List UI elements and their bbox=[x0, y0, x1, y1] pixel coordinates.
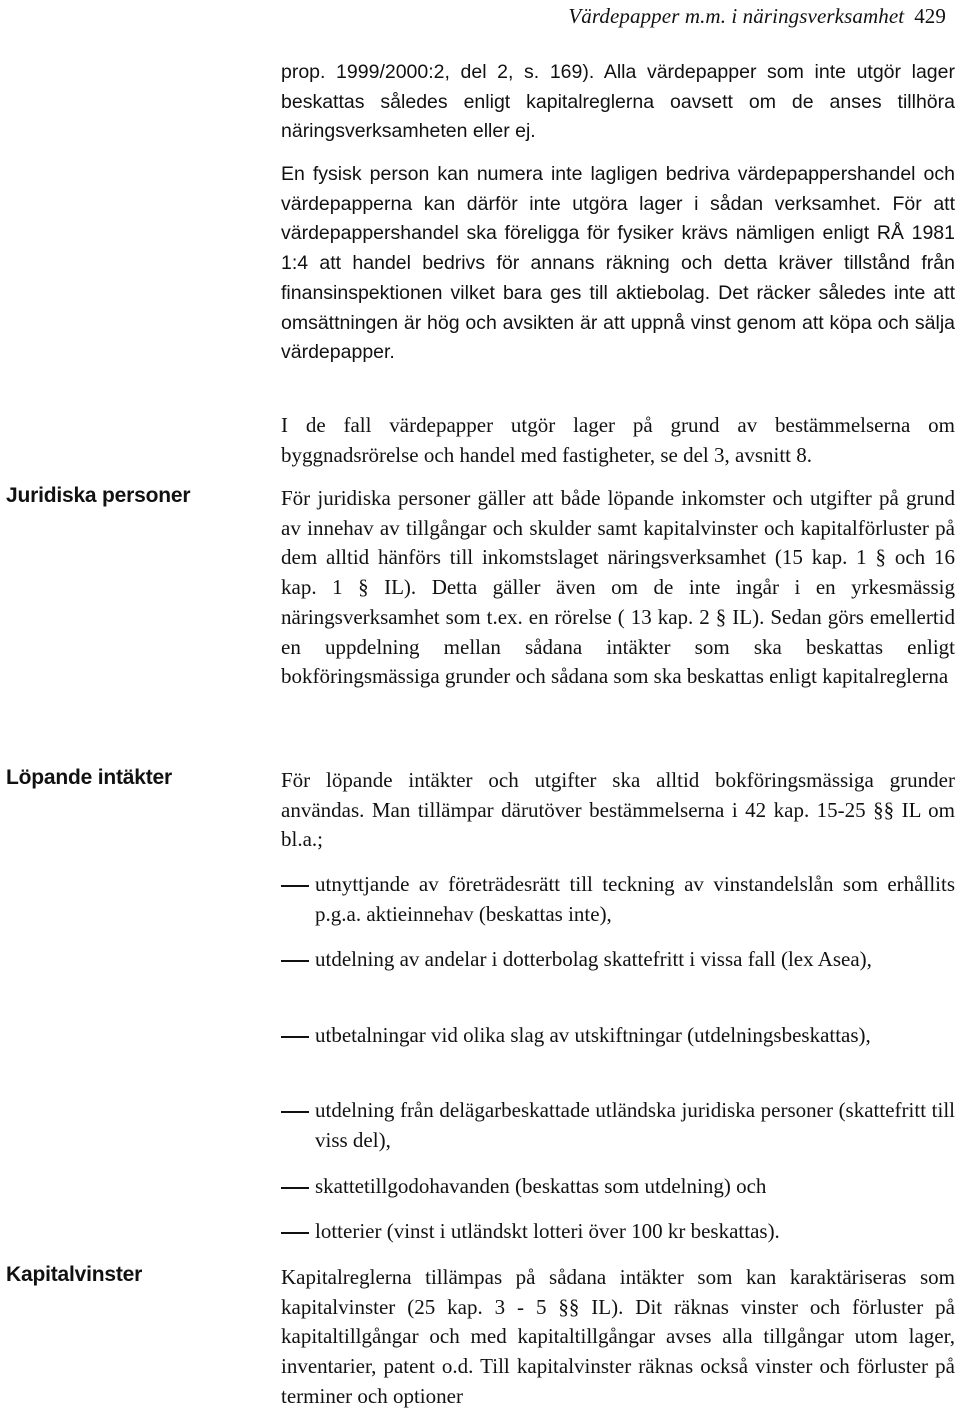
dash-bullet bbox=[281, 1036, 309, 1038]
running-head bbox=[568, 4, 946, 29]
list-item-text: utdelning från delägarbeskattade utländska juridiska personer (skattefritt till viss del), bbox=[315, 1098, 955, 1152]
paragraph-4-container bbox=[281, 484, 955, 692]
list-item-text: utdelning av andelar i dotterbolag skattefritt i vissa fall (lex Asea), bbox=[315, 947, 872, 971]
dash-bullet bbox=[281, 960, 309, 962]
dash-bullet bbox=[281, 1232, 309, 1234]
margin-heading-lopande-intakter: Löpande intäkter bbox=[6, 766, 172, 789]
paragraph: En fysisk person kan numera inte lagligen bedriva värdepappershandel och värdepapperna kan därför inte utgöra lager i sådan verksamhet. För att värdepappershandel ska föreligga för fysiker krävs nämligen enligt RÅ 1981 1:4 att handel bedrivs för annans räkning och detta kräver tillstånd från finansinspektionen vilket bara ges till aktiebolag. Det räcker således inte att omsättningen är hög och avsikten är att uppnå vinst genom att köpa och sälja värdepapper. bbox=[281, 163, 955, 364]
paragraph: För juridiska personer gäller att både löpande inkomster och utgifter på grund av innehav av tillgångar och skulder samt kapitalvinster och kapitalförluster på dem alltid hänförs till inkomstslaget näringsverksamhet (15 kap. 1 § och 16 kap. 1 § IL). Detta gäller även om de inte ingår i en yrkesmässig näringsverksamhet som t.ex. en rörelse ( 13 kap. 2 § IL). Sedan görs emellertid en uppdelning mellan sådana intäkter som ska beskattas enligt bokföringsmässiga grunder och sådana som ska beskattas enligt kapitalreglerna bbox=[281, 486, 955, 689]
paragraph-1-container bbox=[281, 58, 955, 147]
list-item-text: skattetillgodohavanden (beskattas som utdelning) och bbox=[315, 1174, 767, 1198]
paragraph: Kapitalreglerna tillämpas på sådana intäkter som kan karaktäriseras som kapitalvinster (25 kap. 3 - 5 §§ IL). Dit räknas vinster och förluster på kapitaltillgångar och med kapitaltillgångar avses alla tillgångar utom lager, inventarier, patent o.d. Till kapitalvinster räknas också vinster och förluster på terminer och optioner bbox=[281, 1265, 955, 1408]
paragraph-5-container bbox=[281, 766, 955, 855]
running-head-title: Värdepapper m.m. i näringsverksamhet bbox=[568, 4, 905, 28]
list-item bbox=[281, 1217, 955, 1247]
paragraph-3-container bbox=[281, 411, 955, 470]
margin-heading-juridiska-personer: Juridiska personer bbox=[6, 484, 191, 507]
paragraph: prop. 1999/2000:2, del 2, s. 169). Alla värdepapper som inte utgör lager beskattas således enligt kapitalreglerna oavsett om de anses tillhöra näringsverksamheten eller ej. bbox=[281, 61, 955, 143]
paragraph-6-container bbox=[281, 1263, 955, 1412]
list-item-text: utnyttjande av företrädesrätt till teckning av vinstandelslån som erhållits p.g.a. aktieinnehav (beskattas inte), bbox=[315, 872, 955, 926]
list-item bbox=[281, 945, 955, 975]
list-item-text: utbetalningar vid olika slag av utskiftningar (utdelningsbeskattas), bbox=[315, 1023, 871, 1047]
paragraph: För löpande intäkter och utgifter ska alltid bokföringsmässiga grunder användas. Man tillämpar därutöver bestämmelserna i 42 kap. 15-25 §§ IL om bl.a.; bbox=[281, 768, 955, 852]
margin-heading-kapitalvinster: Kapitalvinster bbox=[6, 1263, 143, 1286]
paragraph-2-container bbox=[281, 160, 955, 368]
dash-bullet bbox=[281, 1111, 309, 1113]
list-item bbox=[281, 1096, 955, 1155]
dash-bullet bbox=[281, 885, 309, 887]
list-item bbox=[281, 1172, 955, 1202]
dash-bullet bbox=[281, 1187, 309, 1189]
list-item-text: lotterier (vinst i utländskt lotteri över 100 kr beskattas). bbox=[315, 1219, 780, 1243]
page-number: 429 bbox=[914, 4, 946, 28]
paragraph: I de fall värdepapper utgör lager på grund av bestämmelserna om byggnadsrörelse och handel med fastigheter, se del 3, avsnitt 8. bbox=[281, 413, 955, 467]
list-item bbox=[281, 1021, 955, 1051]
list-item bbox=[281, 870, 955, 929]
